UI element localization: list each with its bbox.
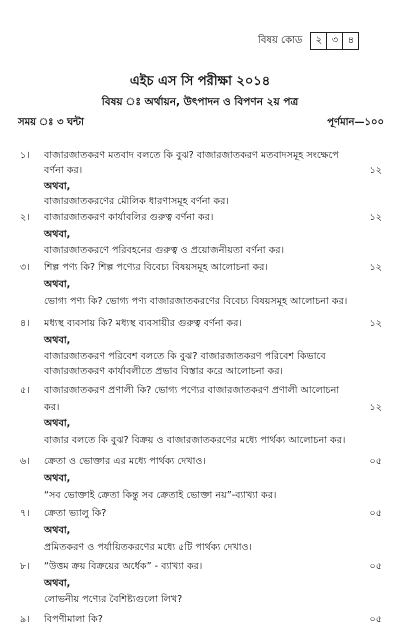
- subject-code-digit: ৩: [326, 33, 342, 49]
- question-text: শিল্প পণ্য কি? শিল্প পণ্যের বিবেচ্য বিষয়সমূহ আলোচনা কর।: [44, 262, 268, 273]
- alternative-text: ভোগ্য পণ্য কি? ভোগ্য পণ্য বাজারজাতকরণের বিবেচ্য বিষয়সমূহ আলোচনা কর।: [44, 296, 348, 307]
- alternative-text: বাজারজাতকরণে পরিবহনের গুরুত্ব ও প্রয়োজনীয়তা বর্ণনা কর।: [44, 245, 285, 256]
- or-label: অথবা,: [44, 525, 71, 536]
- question-marks: ১২: [369, 318, 382, 329]
- question-text: বর্ণনা কর।: [44, 165, 83, 176]
- or-label: অথবা,: [44, 181, 71, 192]
- question-text: বিপণীমালা কি?: [44, 614, 103, 625]
- or-label: অথবা,: [44, 418, 71, 429]
- question-number: ৭।: [20, 508, 30, 519]
- question-number: ২।: [20, 212, 30, 223]
- or-label: অথবা,: [44, 229, 71, 240]
- question-text: বাজারজাতকরণ কার্যাবলির গুরুত্ব বর্ণনা কর।: [44, 212, 214, 223]
- or-label: অথবা,: [44, 473, 71, 484]
- question-number: ৪।: [20, 318, 30, 329]
- question-text: ক্রেতা ভ্যালু কি?: [44, 508, 107, 519]
- question-text: “উত্তম ক্রয় বিক্রয়ের অর্ধেক” - ব্যাখ্যা কর।: [44, 561, 203, 572]
- alternative-text: বাজারজাতকরণ পরিবেশ বলতে কি বুঝ? বাজারজাতকরণ পরিবেশ কিভাবে: [44, 351, 326, 362]
- alternative-text: “সব ভোক্তাই ক্রেতা কিন্তু সব ক্রেতাই ভোক্তা নয়”-ব্যাখ্যা কর।: [44, 490, 277, 501]
- question-text: বাজারজাতকরণ প্রণালী কি? ভোগ্য পণ্যের বাজারজাতকরণ প্রণালী আলোচনা: [44, 385, 340, 396]
- exam-time: সময় ঃ ৩ ঘন্টা: [18, 117, 84, 128]
- exam-subject: বিষয় ঃ অর্থায়ন, উৎপাদন ও বিপণন ২য় পত্র: [101, 96, 299, 108]
- alternative-text: বাজারজাতকরণের মৌলিক ধারণাসমূহ বর্ণনা কর।: [44, 196, 229, 207]
- question-marks: ১২: [369, 402, 382, 413]
- question-number: ১।: [20, 150, 30, 161]
- question-marks: ০৫: [369, 508, 382, 519]
- subject-code-digit: ২: [315, 34, 323, 46]
- alternative-text: প্রমিতকরণ ও পর্যায়িতকরণের মধ্যে ৫টি পার্থক্য দেখাও।: [44, 542, 252, 553]
- question-marks: ১২: [369, 212, 382, 223]
- question-marks: ১২: [369, 165, 382, 176]
- question-number: ৫।: [20, 385, 30, 396]
- or-label: অথবা,: [44, 279, 71, 290]
- alternative-text: বাজারজাতকরণ কার্যাবলীতে প্রভাব বিস্তার করে আলোচনা কর।: [44, 366, 283, 377]
- question-number: ৬।: [20, 456, 30, 467]
- subject-code: [258, 32, 359, 50]
- subject-code-label: বিষয় কোড: [258, 34, 303, 46]
- question-marks: ০৫: [369, 614, 382, 625]
- question-text: মধ্যস্থ ব্যবসায় কি? মধ্যস্থ ব্যবসায়ীর গুরুত্ব বর্ণনা কর।: [44, 318, 242, 329]
- question-marks: ০৫: [369, 456, 382, 467]
- question-number: ৩।: [20, 262, 30, 273]
- alternative-text: বাজার বলতে কি বুঝ? বিক্রয় ও বাজারজাতকরণের মধ্যে পার্থক্য আলোচনা কর।: [44, 435, 346, 446]
- question-marks: ১২: [369, 262, 382, 273]
- question-marks: ০৫: [369, 561, 382, 572]
- subject-code-digit: ৪: [342, 33, 358, 49]
- full-marks: পূর্ণমান—১০০: [327, 117, 384, 128]
- question-text: ক্রেতা ও ভোক্তার এর মধ্যে পার্থক্য দেখাও।: [44, 456, 206, 467]
- subject-code-boxes: [310, 32, 359, 50]
- question-number: ৮।: [20, 561, 30, 572]
- alternative-text: লোভনীয় পণ্যের বৈশিষ্ট্যগুলো লিখ?: [44, 594, 183, 605]
- question-text: বাজারজাতকরণ মতবাদ বলতে কি বুঝ? বাজারজাতকরণ মতবাদসমূহ সংক্ষেপে: [44, 150, 339, 161]
- question-number: ৯।: [20, 614, 30, 625]
- or-label: অথবা,: [44, 578, 71, 589]
- exam-title: এইচ এস সি পরীক্ষা ২০১৪: [129, 74, 271, 89]
- or-label: অথবা,: [44, 335, 71, 346]
- question-text: কর।: [44, 402, 60, 413]
